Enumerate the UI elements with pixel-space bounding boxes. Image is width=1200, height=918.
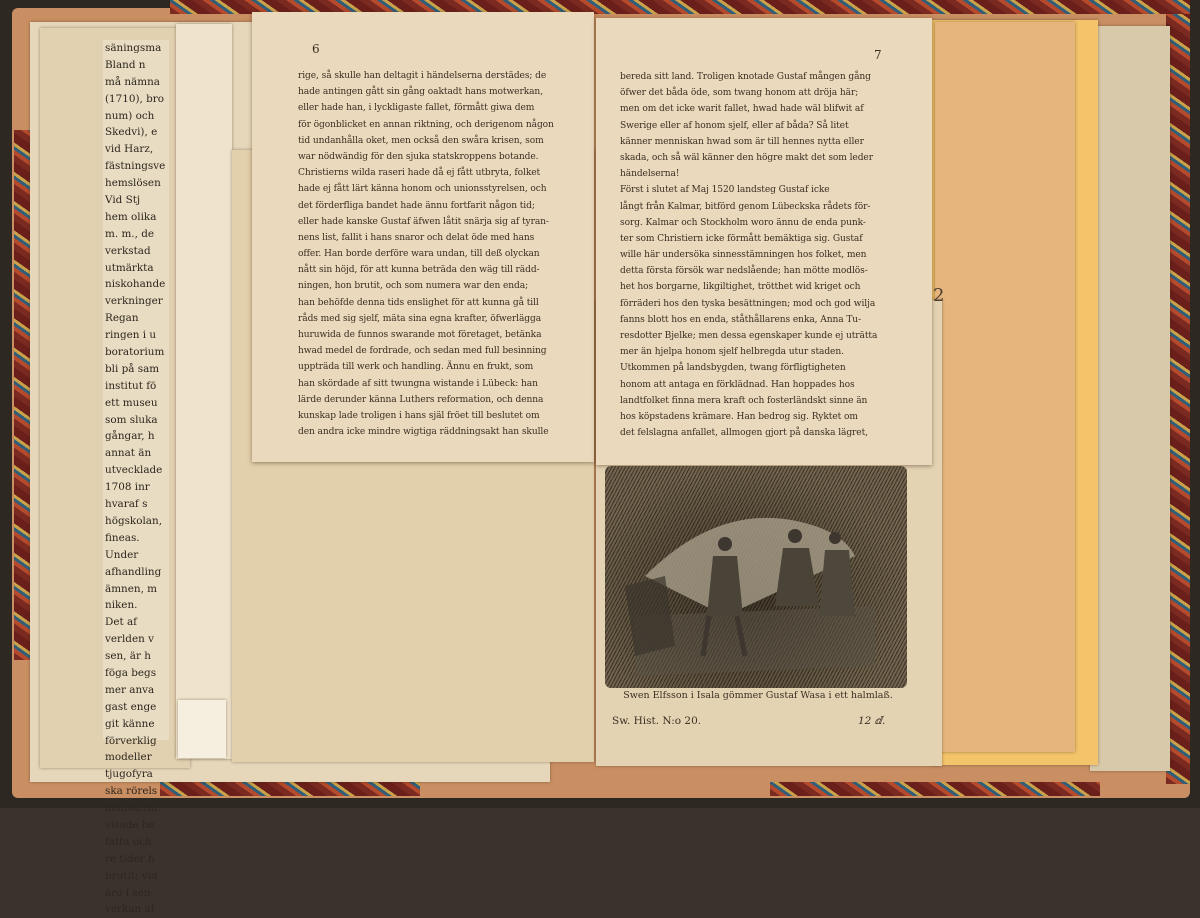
- clipping-line: verkstad: [105, 244, 151, 257]
- text-line: het hos borgarne, likgiltighet, trötthet wid kriget och: [620, 282, 861, 293]
- clipping-line: niskohande: [105, 278, 166, 291]
- page-number-right: 7: [874, 48, 882, 62]
- text-line: uppträda till werk och handling. Ännu en frukt, som: [298, 362, 534, 373]
- text-line: hwad medel de fordrade, och sedan med full besinning: [298, 346, 547, 357]
- clipping-line: som sluka: [105, 413, 158, 426]
- text-line: hos köpstadens krämare. Han bedrog sig. Ryktet om: [620, 411, 858, 422]
- clipping-line: må nämna: [105, 75, 160, 88]
- clipping-line: gast enge: [105, 700, 157, 713]
- text-line: sorg. Kalmar och Stockholm woro ännu de enda punk-: [620, 217, 866, 228]
- text-line: förräderi hos den tyska besättningen; mod och god wilja: [620, 298, 876, 309]
- clipping-line: mansättni: [105, 802, 158, 815]
- clipping-line: bli på sam: [105, 362, 160, 375]
- clipping-line: förverklig: [105, 734, 157, 747]
- clipping-line: verlden v: [105, 633, 154, 646]
- clipping-line: Det af: [105, 616, 137, 629]
- clipping-line: fästningsve: [105, 160, 166, 173]
- text-line: nått sin höjd, för att kunna beträda den wäg till rädd-: [298, 265, 540, 276]
- clipping-line: visade he: [105, 818, 155, 831]
- sheet-tan: [935, 22, 1075, 752]
- text-line: honom att antaga en förklädnad. Han hoppades hos: [620, 379, 855, 390]
- text-line: den andra icke mindre wigtiga räddningsakt han skulle: [298, 427, 549, 438]
- text-line: tid undanhålla oket, men också den swåra krisen, som: [298, 135, 544, 146]
- clipping-line: föga begs: [105, 666, 157, 679]
- text-line: huruwida de funnos swarande mot företaget, betänka: [298, 330, 542, 340]
- text-line: han behöfde denna tids enslighet för att kunna gå till: [298, 297, 539, 308]
- clipping-line: ett museu: [105, 396, 158, 409]
- text-line: eller hade kanske Gustaf äfwen låtit snärja sig af tyran-: [298, 216, 549, 227]
- clipping-line: säningsma: [105, 42, 162, 54]
- page-right-text: [620, 69, 920, 441]
- clipping-line: verkan af: [105, 903, 155, 916]
- engraving-figures: [605, 466, 907, 688]
- white-strip: [176, 24, 232, 759]
- clipping-line: Vid Stj: [105, 194, 141, 207]
- clipping-line: afhandling: [105, 565, 162, 578]
- clipping-line: Regan: [105, 312, 139, 325]
- text-line: rige, så skulle han deltagit i händelserna derstädes; de: [298, 71, 547, 81]
- text-line: känner menniskan hwad som är till hennes nytta eller: [620, 136, 864, 147]
- clipping-line: gångar, h: [105, 430, 155, 443]
- engraving-illustration: [605, 466, 907, 688]
- clipping-line: re tider h: [105, 852, 155, 865]
- sheet-grey-right: [1090, 26, 1170, 771]
- clipping-line: äro i sen: [105, 886, 151, 899]
- text-line: för ögonblicket en annan riktning, och derigenom någon: [298, 119, 554, 130]
- text-line: resdotter Bjelke; men dessa egenskaper kunde ej uträtta: [620, 331, 878, 341]
- clipping-line: brutit; vid: [105, 869, 158, 882]
- page-number-left: 6: [312, 42, 320, 56]
- clipping-line: Under: [105, 548, 139, 561]
- clipping-line: hvaraf s: [105, 498, 148, 511]
- text-line: Utkommen på landsbygden, twang förfligtigheten: [620, 363, 846, 374]
- white-strip-label: [178, 700, 226, 758]
- text-line: han skördade af sitt twungna wistande i Lübeck: han: [298, 378, 538, 389]
- page-footer-signature: 12 ⅆ.: [858, 715, 886, 727]
- clipping-line: Skedvi), e: [105, 126, 158, 139]
- text-line: fanns blott hos en enda, ståthållarens enka, Anna Tu-: [620, 314, 862, 325]
- clipping-line: m. m., de: [105, 227, 155, 240]
- clipping-line: fineas.: [105, 531, 140, 544]
- page-left-text: [298, 68, 588, 440]
- clipping-line: institut fö: [105, 379, 157, 392]
- text-line: bereda sitt land. Troligen knotade Gustaf mången gång: [620, 72, 871, 82]
- clipping-line: annat än: [105, 447, 152, 460]
- text-line: det förderfliga bandet hade ännu fortfarit någon tid;: [298, 200, 535, 211]
- clipping-line: högskolan,: [105, 514, 162, 527]
- text-line: Christierns wilda raseri hade då ej fått utbryta, folket: [298, 168, 541, 179]
- text-line: lärde derunder känna Luthers reformation, och denna: [298, 394, 544, 405]
- clipping-line: hem olika: [105, 210, 157, 223]
- clipping-line: ringen i u: [105, 329, 157, 342]
- clipping-line: niken.: [105, 599, 138, 612]
- booklet-page-right: [596, 18, 932, 465]
- text-line: Swerige eller af honom sjelf, eller af båda? Så litet: [620, 120, 849, 131]
- booklet-page-left: [252, 12, 594, 462]
- page-footer-series: Sw. Hist. N:o 20.: [612, 715, 702, 727]
- clipping-line: hemslösen: [105, 177, 161, 190]
- text-line: långt från Kalmar, bitförd genom Lübeckska rådets för-: [620, 201, 871, 212]
- clipping-line: fatta och: [105, 835, 152, 848]
- text-line: war nödwändig för den sjuka statskroppens botande.: [298, 151, 539, 162]
- text-line: skada, och så wäl känner den högre makt det som leder: [620, 152, 873, 163]
- text-line: ter som Christiern icke förmått bemäktiga sig. Gustaf: [620, 233, 863, 244]
- text-line: nens list, fallit i hans snaror och delat öde med hans: [298, 232, 535, 243]
- text-line: öfwer det båda öde, som twang honom att dröja här;: [620, 88, 859, 99]
- text-line: ningen, hon brutit, och som numera war den enda;: [298, 281, 529, 292]
- text-line: landtfolket finna mera kraft och fosterländskt sinne än: [620, 395, 868, 406]
- clipping-line: tjugofyra: [105, 768, 153, 781]
- text-line: mer än hjelpa honom sjelf helbregda utur staden.: [620, 347, 844, 358]
- clipping-line: modeller: [105, 751, 152, 764]
- marbled-border-bottom: [160, 782, 420, 796]
- text-line: offer. Han borde derföre wara undan, till deß olyckan: [298, 249, 540, 260]
- text-line: detta första försök war nedslående; han mötte modlös-: [620, 266, 868, 277]
- clipping-line: ämnen, m: [105, 582, 158, 595]
- text-line: råds med sig sjelf, mäta sina egna krafter, öfwerlägga: [298, 313, 542, 324]
- clipping-line: verkninger: [105, 295, 163, 308]
- clipping-line: utmärkta: [105, 261, 154, 274]
- marbled-border-bottom-right: [770, 782, 1100, 796]
- clipping-line: ska rörels: [105, 785, 158, 798]
- clipping-line: (1710), bro: [105, 92, 165, 105]
- text-line: det felslagna anfallet, allmogen gjort på danska lägret,: [620, 428, 868, 439]
- pencil-annotation: 2: [933, 285, 945, 306]
- clipping-line: 1708 inr: [105, 481, 150, 494]
- clipping-line: sen, är h: [105, 650, 151, 663]
- clipping-line: boratorium: [105, 346, 165, 359]
- text-line: eller hade han, i lyckligaste fallet, förmått giwa dem: [298, 103, 535, 114]
- clipping-line: Bland n: [105, 58, 146, 71]
- newspaper-clipping: [103, 40, 169, 916]
- clipping-line: vid Harz,: [105, 143, 154, 156]
- text-line: wille här undersöka sinnesstämningen hos folket, men: [620, 250, 867, 261]
- clipping-line: mer anva: [105, 683, 155, 696]
- text-line: kunskap lade troligen i hans själ fröet till beslutet om: [298, 410, 540, 421]
- text-line: Först i slutet af Maj 1520 landsteg Gustaf icke: [620, 185, 830, 196]
- engraving-caption: Swen Elfsson i Isala gömmer Gustaf Wasa i ett halmlaß.: [623, 690, 893, 701]
- text-line: hade ej fått lärt känna honom och unionsstyrelsen, och: [298, 184, 547, 195]
- clipping-line: num) och: [105, 109, 155, 122]
- text-line: händelserna!: [620, 169, 680, 180]
- clipping-line: utvecklade: [105, 464, 163, 477]
- text-line: men om det icke warit fallet, hwad hade wäl blifwit af: [620, 104, 864, 115]
- clipping-text: [103, 40, 169, 918]
- text-line: hade antingen gått sin gång oaktadt hans motwerkan,: [298, 87, 543, 98]
- clipping-line: git känne: [105, 717, 155, 730]
